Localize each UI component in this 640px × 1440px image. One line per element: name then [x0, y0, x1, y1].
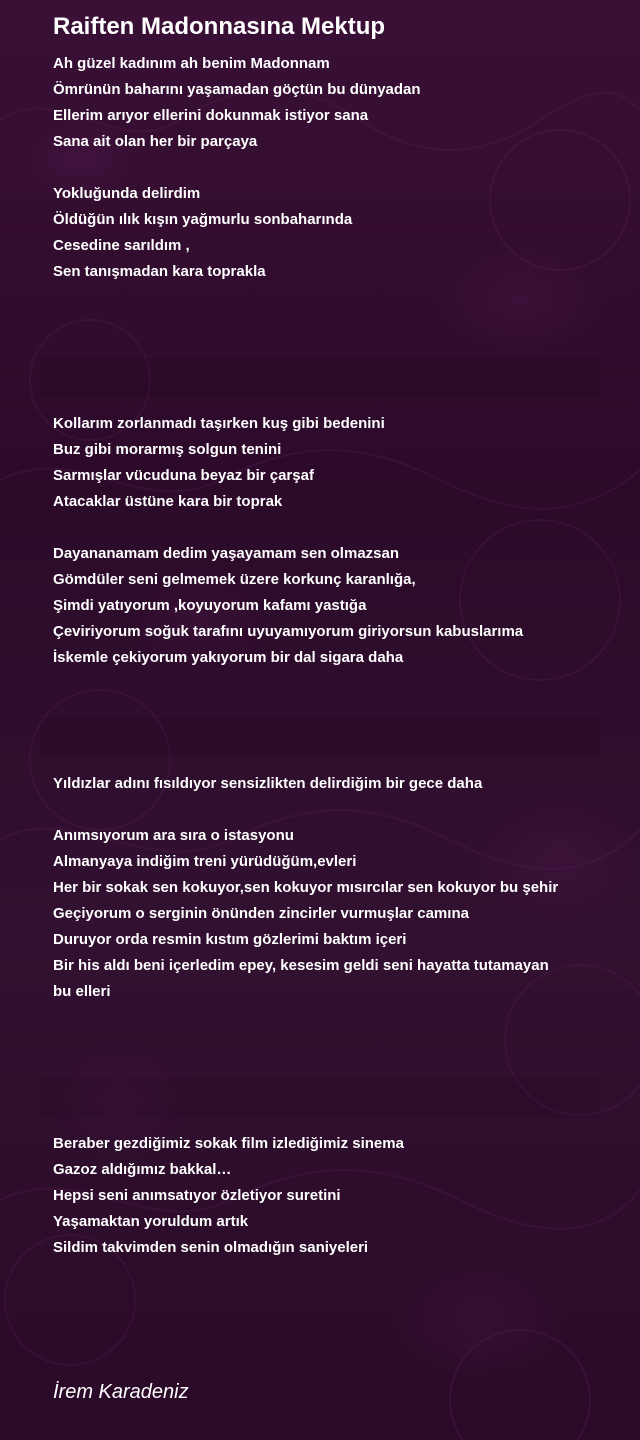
poem-line: Çeviriyorum soğuk tarafını uyuyamıyorum giriyorsun kabuslarıma [53, 623, 524, 640]
poem-line: Duruyor orda resmin kıstım gözlerimi baktım içeri [53, 931, 407, 948]
poem-line: Şimdi yatıyorum ,koyuyorum kafamı yastığa [53, 597, 367, 614]
poem-line: Dayananamam dedim yaşayamam sen olmazsan [53, 545, 400, 562]
poem-line: Almanyaya indiğim treni yürüdüğüm,evleri [53, 853, 357, 870]
poem-stanza [53, 181, 352, 285]
poem-line: Her bir sokak sen kokuyor,sen kokuyor mısırcılar sen kokuyor bu şehir [53, 879, 559, 896]
poem-line: Kollarım zorlanmadı taşırken kuş gibi bedenini [53, 415, 385, 432]
poem-line: Hepsi seni anımsatıyor özletiyor suretini [53, 1187, 341, 1204]
poem-line: Sildim takvimden senin olmadığın saniyeleri [53, 1239, 369, 1256]
poem-title: Raiften Madonnasına Mektup [53, 13, 386, 40]
poem-stanza [53, 823, 558, 1005]
poem-line: İskemle çekiyorum yakıyorum bir dal sigara daha [53, 649, 404, 666]
poem-line: Ah güzel kadınım ah benim Madonnam [53, 55, 330, 72]
poem-stanza [53, 411, 385, 515]
poem-line: Buz gibi morarmış solgun tenini [53, 441, 282, 458]
poem-line: Yıldızlar adını fısıldıyor sensizlikten delirdiğim bir gece daha [53, 775, 483, 792]
poem-line: Sen tanışmadan kara toprakla [53, 263, 266, 280]
poem-line: Ömrünün baharını yaşamadan göçtün bu dünyadan [53, 81, 421, 98]
poem-line: Ellerim arıyor ellerini dokunmak istiyor sana [53, 107, 369, 124]
poem-stanza [53, 51, 421, 155]
poem-line: Yokluğunda delirdim [53, 185, 201, 202]
poem-line: Cesedine sarıldım , [53, 237, 190, 254]
poem-line: bu elleri [53, 983, 111, 1000]
poem-line: Gazoz aldığımız bakkal… [53, 1161, 232, 1178]
background-band [40, 1078, 600, 1118]
poem-line: Öldüğün ılık kışın yağmurlu sonbaharında [53, 211, 353, 228]
poem-line: Sarmışlar vücuduna beyaz bir çarşaf [53, 467, 314, 484]
poem-line: Anımsıyorum ara sıra o istasyonu [53, 827, 294, 844]
poem-stanza [53, 771, 482, 797]
poem-line: Sana ait olan her bir parçaya [53, 133, 258, 150]
poem-stanza [53, 1131, 404, 1261]
background-band [40, 718, 600, 758]
poem-stanza [53, 541, 523, 671]
poem-line: Atacaklar üstüne kara bir toprak [53, 493, 283, 510]
background-band [40, 358, 600, 398]
poem-author: İrem Karadeniz [53, 1381, 189, 1403]
poem-line: Yaşamaktan yoruldum artık [53, 1213, 249, 1230]
poem-line: Bir his aldı beni içerledim epey, kesesim geldi seni hayatta tutamayan [53, 957, 549, 974]
poem-line: Geçiyorum o serginin önünden zincirler vurmuşlar camına [53, 905, 469, 922]
poem-line: Gömdüler seni gelmemek üzere korkunç karanlığa, [53, 571, 416, 588]
poem-line: Beraber gezdiğimiz sokak film izlediğimiz sinema [53, 1135, 404, 1152]
